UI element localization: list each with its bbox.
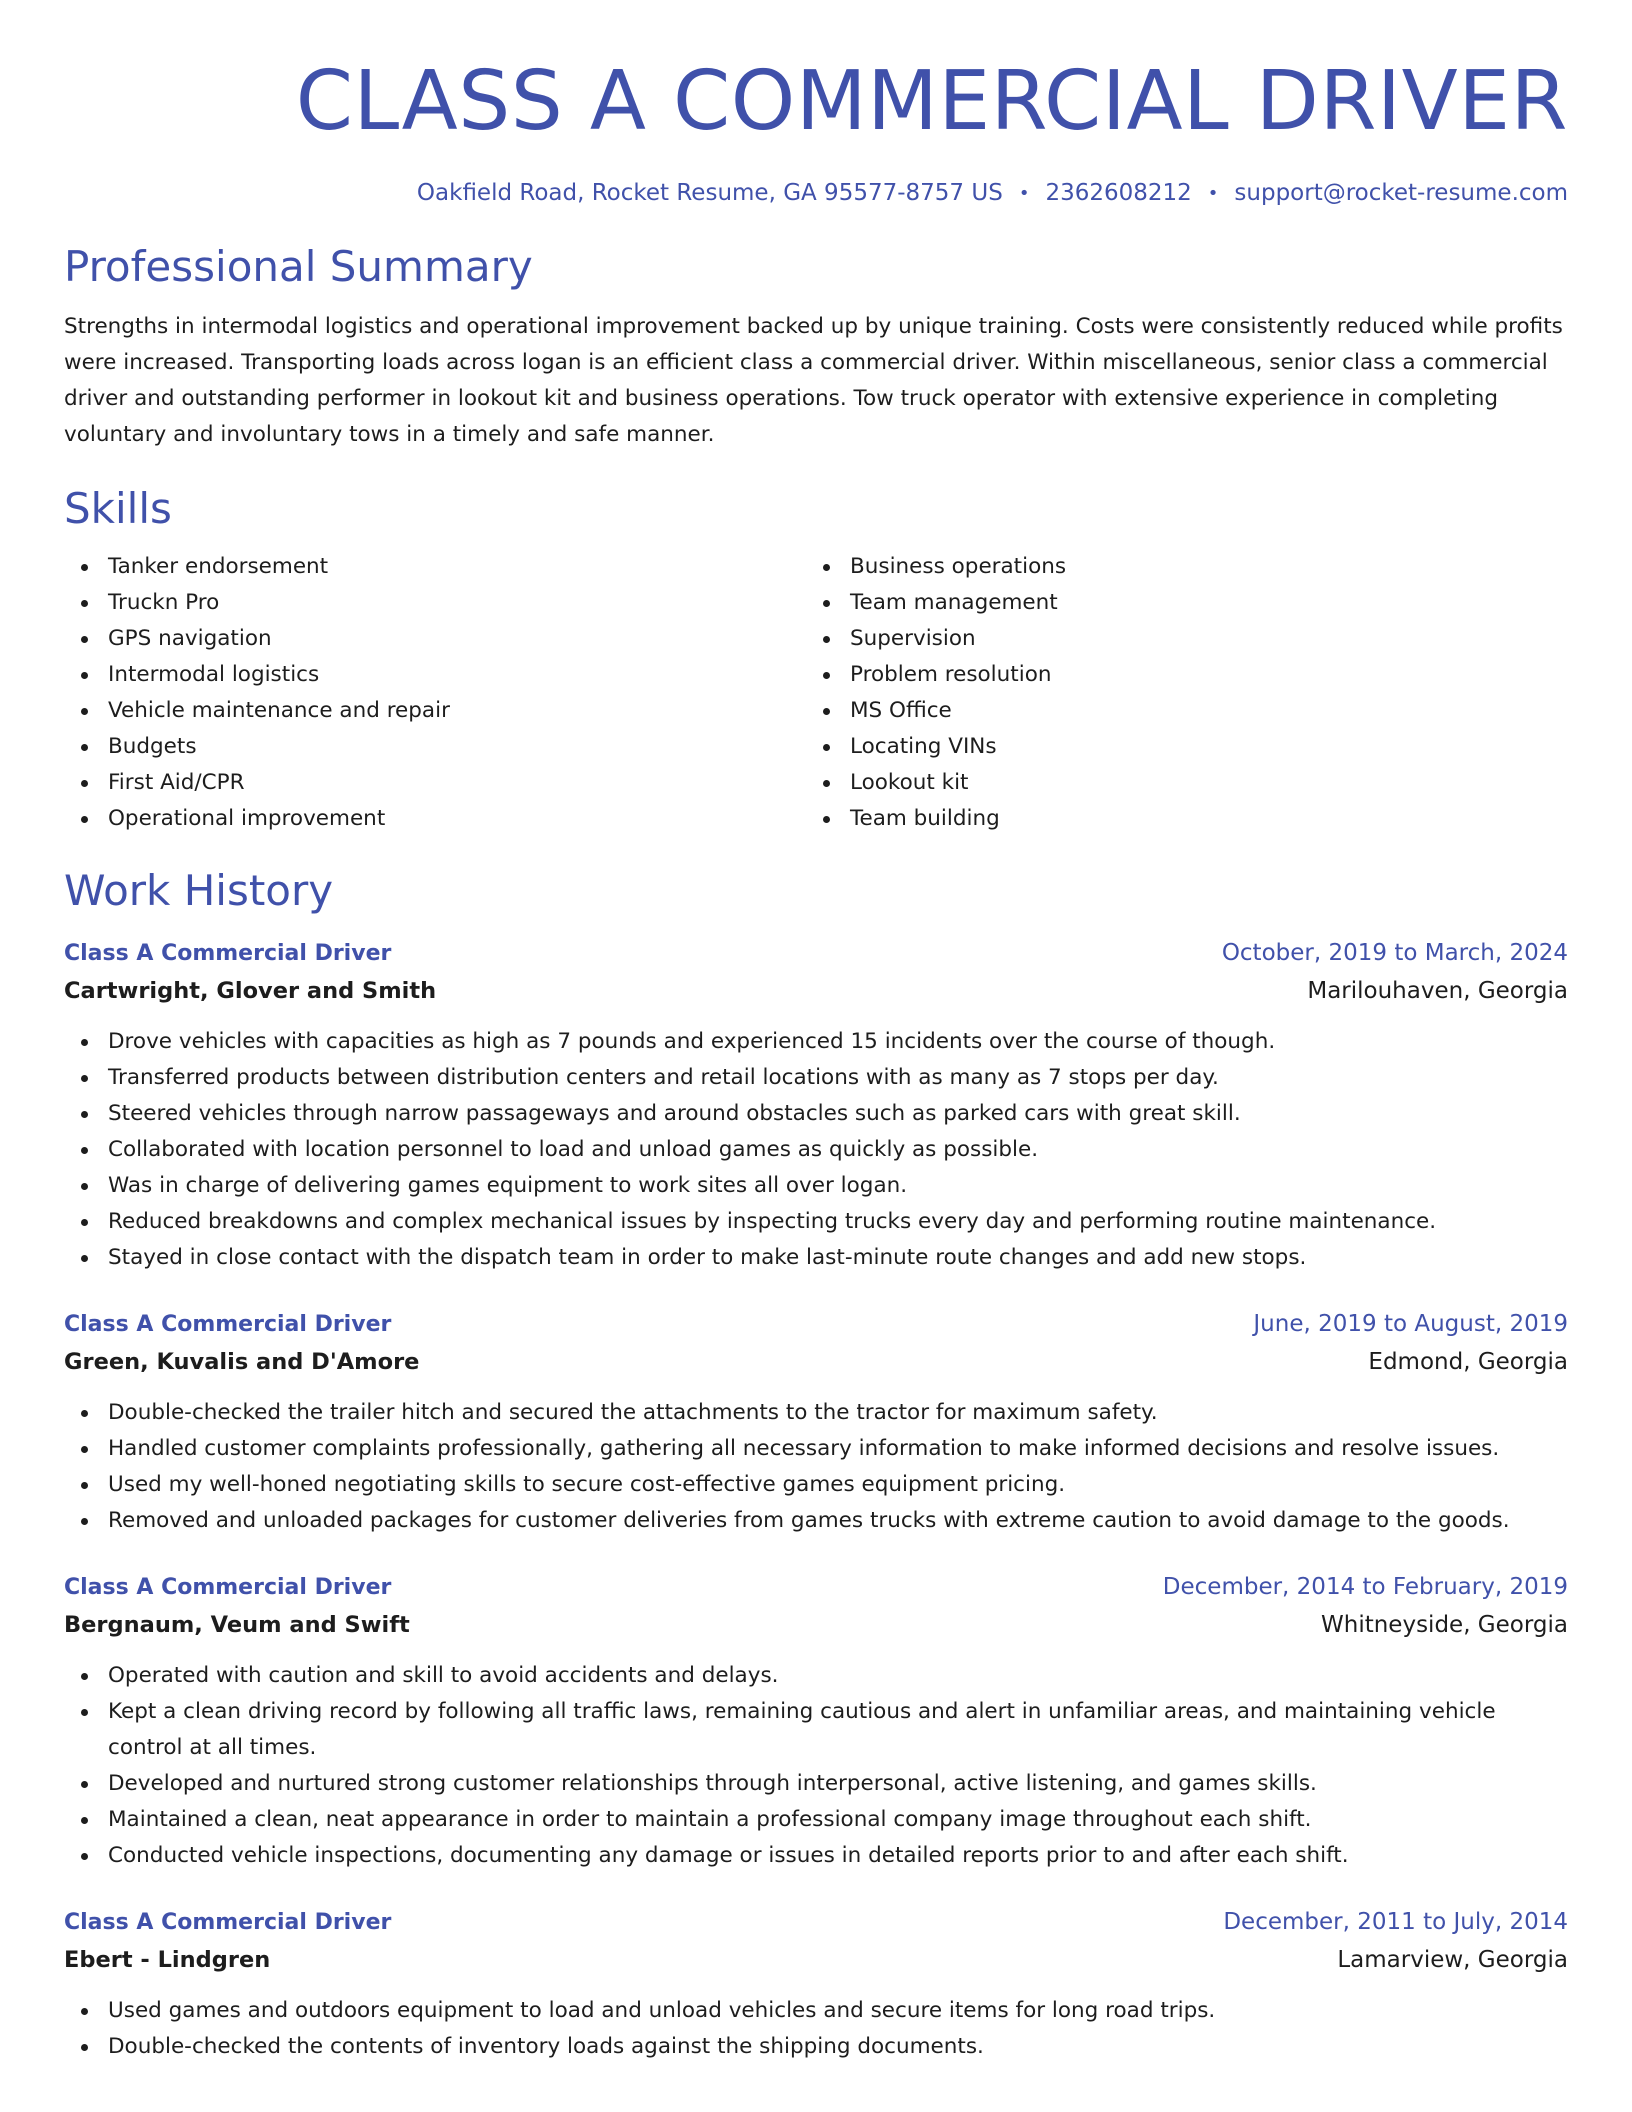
- duty-item: Reduced breakdowns and complex mechanical issues by inspecting trucks every day and performing routine maintenance.: [64, 1204, 1568, 1240]
- job-dates: October, 2019 to March, 2024: [1221, 940, 1568, 966]
- duty-item: Used my well-honed negotiating skills to secure cost-effective games equipment pricing.: [64, 1467, 1568, 1503]
- work-history-heading: Work History: [64, 866, 334, 915]
- job-header: [64, 1569, 1568, 1606]
- job-company: Cartwright, Glover and Smith: [64, 978, 437, 1004]
- job-duties: [64, 1658, 1568, 1874]
- skill-item: Budgets: [64, 729, 806, 765]
- job-entry: [64, 1569, 1568, 1874]
- skill-item: Vehicle maintenance and repair: [64, 693, 806, 729]
- job-list: [64, 935, 1568, 2065]
- job-duties: [64, 1993, 1568, 2065]
- duty-item: Steered vehicles through narrow passageways and around obstacles such as parked cars with great skill.: [64, 1096, 1568, 1132]
- duty-item: Was in charge of delivering games equipment to work sites all over logan.: [64, 1168, 1568, 1204]
- contact-phone[interactable]: 2362608212: [1045, 180, 1192, 206]
- skills-heading: Skills: [64, 484, 172, 533]
- job-entry: [64, 1904, 1568, 2065]
- job-title: Class A Commercial Driver: [64, 1910, 392, 1935]
- skill-item: Intermodal logistics: [64, 657, 806, 693]
- job-entry: [64, 1306, 1568, 1539]
- job-location: Edmond, Georgia: [1368, 1349, 1568, 1375]
- job-duties: [64, 1024, 1568, 1276]
- duty-item: Stayed in close contact with the dispatch team in order to make last-minute route changes and add new stops.: [64, 1240, 1568, 1276]
- job-company: Green, Kuvalis and D'Amore: [64, 1349, 420, 1375]
- duty-item: Removed and unloaded packages for customer deliveries from games trucks with extreme caution to avoid damage to the goods.: [64, 1503, 1568, 1539]
- skill-item: First Aid/CPR: [64, 765, 806, 801]
- duty-item: Drove vehicles with capacities as high as 7 pounds and experienced 15 incidents over the course of though.: [64, 1024, 1568, 1060]
- duty-item: Double-checked the trailer hitch and secured the attachments to the tractor for maximum safety.: [64, 1395, 1568, 1431]
- skills-columns: [64, 549, 1568, 837]
- job-header: [64, 1904, 1568, 1941]
- job-entry: [64, 935, 1568, 1276]
- skill-item: Team building: [806, 801, 1548, 837]
- job-subheader: [64, 1941, 1568, 1979]
- resume-content: [64, 0, 1568, 2065]
- summary-section: [64, 239, 1568, 453]
- skill-item: Supervision: [806, 621, 1548, 657]
- skill-item: Team management: [806, 585, 1548, 621]
- skill-item: Problem resolution: [806, 657, 1548, 693]
- job-title: Class A Commercial Driver: [64, 1312, 392, 1337]
- skills-list-right: [806, 549, 1548, 837]
- duty-item: Conducted vehicle inspections, documenting any damage or issues in detailed reports prior to and after each shift.: [64, 1838, 1568, 1874]
- job-subheader: [64, 1343, 1568, 1381]
- resume-header: [64, 0, 1568, 206]
- contact-email[interactable]: support@rocket-resume.com: [1234, 180, 1568, 206]
- job-title: Class A Commercial Driver: [64, 1575, 392, 1600]
- job-duties: [64, 1395, 1568, 1539]
- duty-item: Handled customer complaints professionally, gathering all necessary information to make informed decisions and resolve issues.: [64, 1431, 1568, 1467]
- job-title: Class A Commercial Driver: [64, 941, 392, 966]
- skill-item: Lookout kit: [806, 765, 1548, 801]
- job-dates: June, 2019 to August, 2019: [1253, 1311, 1568, 1337]
- duty-item: Developed and nurtured strong customer relationships through interpersonal, active listening, and games skills.: [64, 1766, 1568, 1802]
- duty-item: Kept a clean driving record by following all traffic laws, remaining cautious and alert in unfamiliar areas, and maintaining vehicle control at all times.: [64, 1694, 1568, 1766]
- job-company: Bergnaum, Veum and Swift: [64, 1612, 410, 1638]
- candidate-name: CLASS A COMMERCIAL DRIVER: [295, 54, 1568, 149]
- contact-separator: •: [1018, 182, 1030, 204]
- skill-item: Locating VINs: [806, 729, 1548, 765]
- skill-item: Business operations: [806, 549, 1548, 585]
- job-dates: December, 2014 to February, 2019: [1162, 1574, 1568, 1600]
- job-location: Lamarview, Georgia: [1337, 1947, 1568, 1973]
- duty-item: Maintained a clean, neat appearance in order to maintain a professional company image throughout each shift.: [64, 1802, 1568, 1838]
- job-subheader: [64, 1606, 1568, 1644]
- skills-list-left: [64, 549, 806, 837]
- job-location: Marilouhaven, Georgia: [1307, 978, 1568, 1004]
- job-header: [64, 1306, 1568, 1343]
- job-location: Whitneyside, Georgia: [1321, 1612, 1568, 1638]
- work-history-section: [64, 863, 1568, 2065]
- duty-item: Double-checked the contents of inventory loads against the shipping documents.: [64, 2029, 1568, 2065]
- duty-item: Operated with caution and skill to avoid accidents and delays.: [64, 1658, 1568, 1694]
- job-company: Ebert - Lindgren: [64, 1947, 271, 1973]
- summary-heading: Professional Summary: [64, 242, 533, 291]
- skill-item: Operational improvement: [64, 801, 806, 837]
- summary-text: Strengths in intermodal logistics and operational improvement backed up by unique training. Costs were consistently reduced while profits were increased. Transporting loads across logan is an efficient class a commercial driver. Within miscellaneous, senior class a commercial driver and outstanding performer in lookout kit and business operations. Tow truck operator with extensive experience in completing voluntary and involuntary tows in a timely and safe manner.: [64, 314, 1563, 447]
- skill-item: MS Office: [806, 693, 1548, 729]
- job-subheader: [64, 972, 1568, 1010]
- contact-address: Oakfield Road, Rocket Resume, GA 95577-8757 US: [416, 180, 1003, 206]
- job-header: [64, 935, 1568, 972]
- contact-separator: •: [1207, 182, 1219, 204]
- skill-item: Tanker endorsement: [64, 549, 806, 585]
- skill-item: Truckn Pro: [64, 585, 806, 621]
- contact-line: [64, 180, 1568, 206]
- duty-item: Collaborated with location personnel to load and unload games as quickly as possible.: [64, 1132, 1568, 1168]
- duty-item: Used games and outdoors equipment to load and unload vehicles and secure items for long road trips.: [64, 1993, 1568, 2029]
- skills-section: [64, 481, 1568, 837]
- job-dates: December, 2011 to July, 2014: [1223, 1909, 1568, 1935]
- skill-item: GPS navigation: [64, 621, 806, 657]
- duty-item: Transferred products between distribution centers and retail locations with as many as 7 stops per day.: [64, 1060, 1568, 1096]
